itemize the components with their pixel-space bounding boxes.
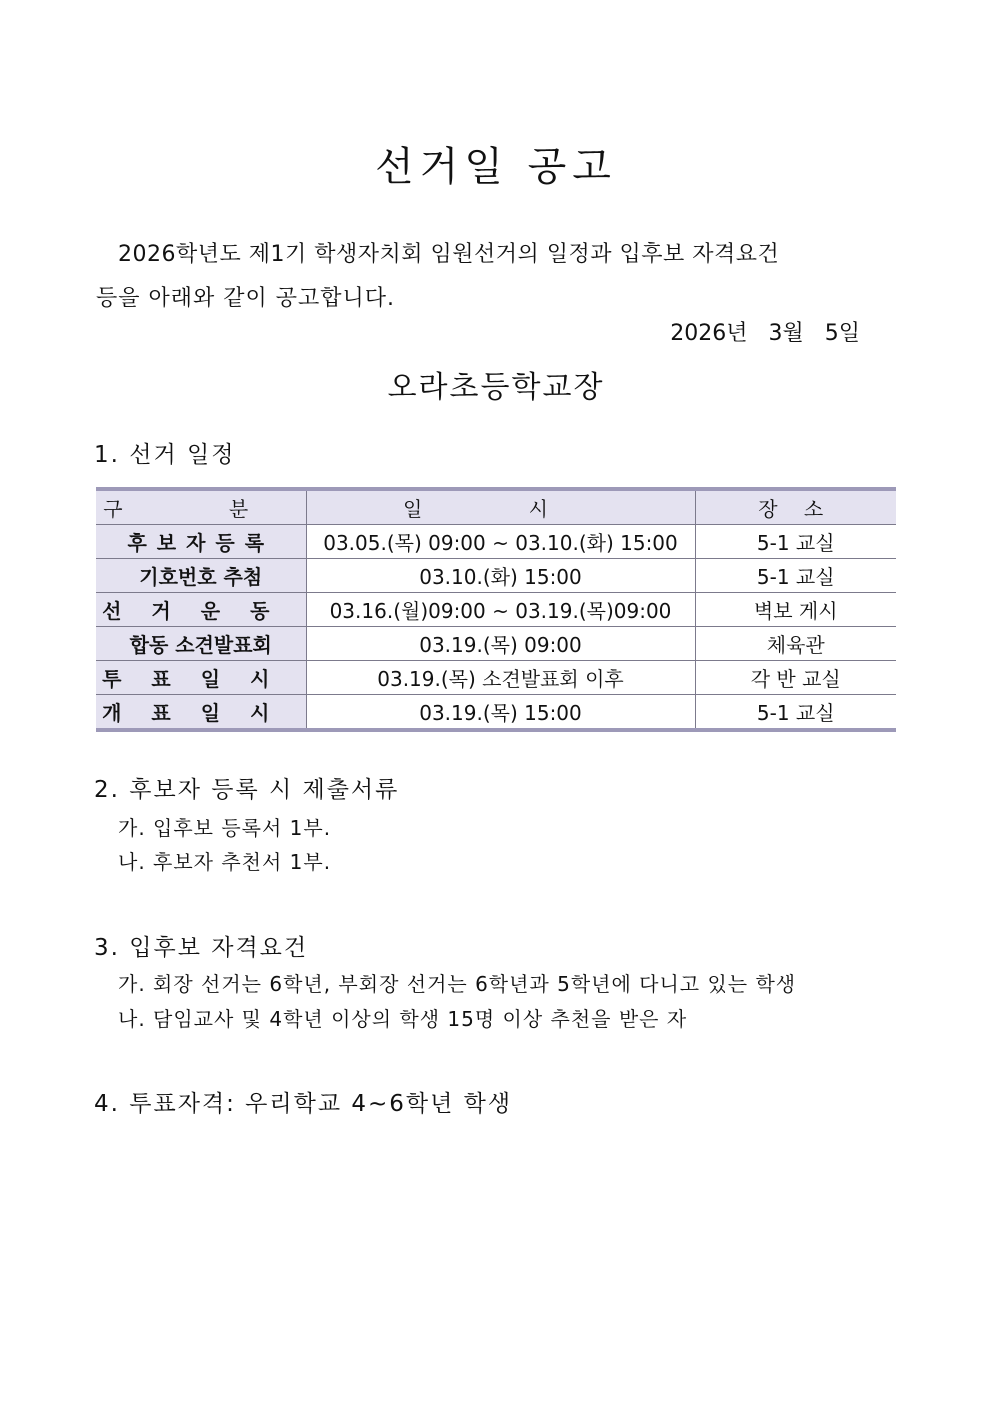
row-place: 벽보 게시 [695, 593, 896, 627]
table-row [96, 525, 896, 559]
table-row [96, 593, 896, 627]
header-category: 구 분 [96, 489, 306, 525]
intro-paragraph [96, 233, 866, 321]
section-4-heading: 4. 투표자격: 우리학교 4~6학년 학생 [94, 1091, 513, 1117]
table-row [96, 661, 896, 695]
document-title: 선거일 공고 [375, 144, 617, 190]
intro-line-1: 2026학년도 제1기 학생자치회 임원선거의 일정과 입후보 자격요건 [118, 242, 780, 267]
issuer-name: 오라초등학교장 [387, 370, 605, 405]
section-3-item: 가. 회장 선거는 6학년, 부회장 선거는 6학년과 5학년에 다니고 있는 학생 [118, 972, 797, 996]
section-3-item: 나. 담임교사 및 4학년 이상의 학생 15명 이상 추천을 받은 자 [118, 1007, 688, 1031]
notice-date: 2026년 3월 5일 [670, 321, 860, 346]
section-2-heading: 2. 후보자 등록 시 제출서류 [94, 777, 400, 803]
row-label: 합동 소견발표회 [96, 627, 306, 661]
section-3-heading: 3. 입후보 자격요건 [94, 935, 309, 961]
intro-line-2: 등을 아래와 같이 공고합니다. [96, 286, 395, 311]
table-row [96, 627, 896, 661]
section-2-item: 가. 입후보 등록서 1부. [118, 816, 332, 840]
row-label: 개표일시 [96, 695, 306, 731]
row-place: 체육관 [695, 627, 896, 661]
table-row [96, 695, 896, 731]
row-place: 5-1 교실 [695, 559, 896, 593]
section-2-item: 나. 후보자 추천서 1부. [118, 850, 332, 874]
election-schedule-table [96, 487, 896, 732]
row-datetime: 03.19.(목) 15:00 [306, 695, 695, 731]
row-place: 5-1 교실 [695, 525, 896, 559]
row-datetime: 03.05.(목) 09:00 ~ 03.10.(화) 15:00 [306, 525, 695, 559]
table-row [96, 559, 896, 593]
row-label: 기호번호 추첨 [96, 559, 306, 593]
header-datetime: 일 시 [306, 489, 695, 525]
table-header-row [96, 489, 896, 525]
row-datetime: 03.19.(목) 소견발표회 이후 [306, 661, 695, 695]
row-place: 각 반 교실 [695, 661, 896, 695]
section-1-heading: 1. 선거 일정 [94, 442, 236, 468]
row-label: 선거운동 [96, 593, 306, 627]
header-place: 장 소 [695, 489, 896, 525]
row-label: 투표일시 [96, 661, 306, 695]
row-label: 후보자등록 [96, 525, 306, 559]
row-place: 5-1 교실 [695, 695, 896, 731]
row-datetime: 03.19.(목) 09:00 [306, 627, 695, 661]
row-datetime: 03.10.(화) 15:00 [306, 559, 695, 593]
row-datetime: 03.16.(월)09:00 ~ 03.19.(목)09:00 [306, 593, 695, 627]
